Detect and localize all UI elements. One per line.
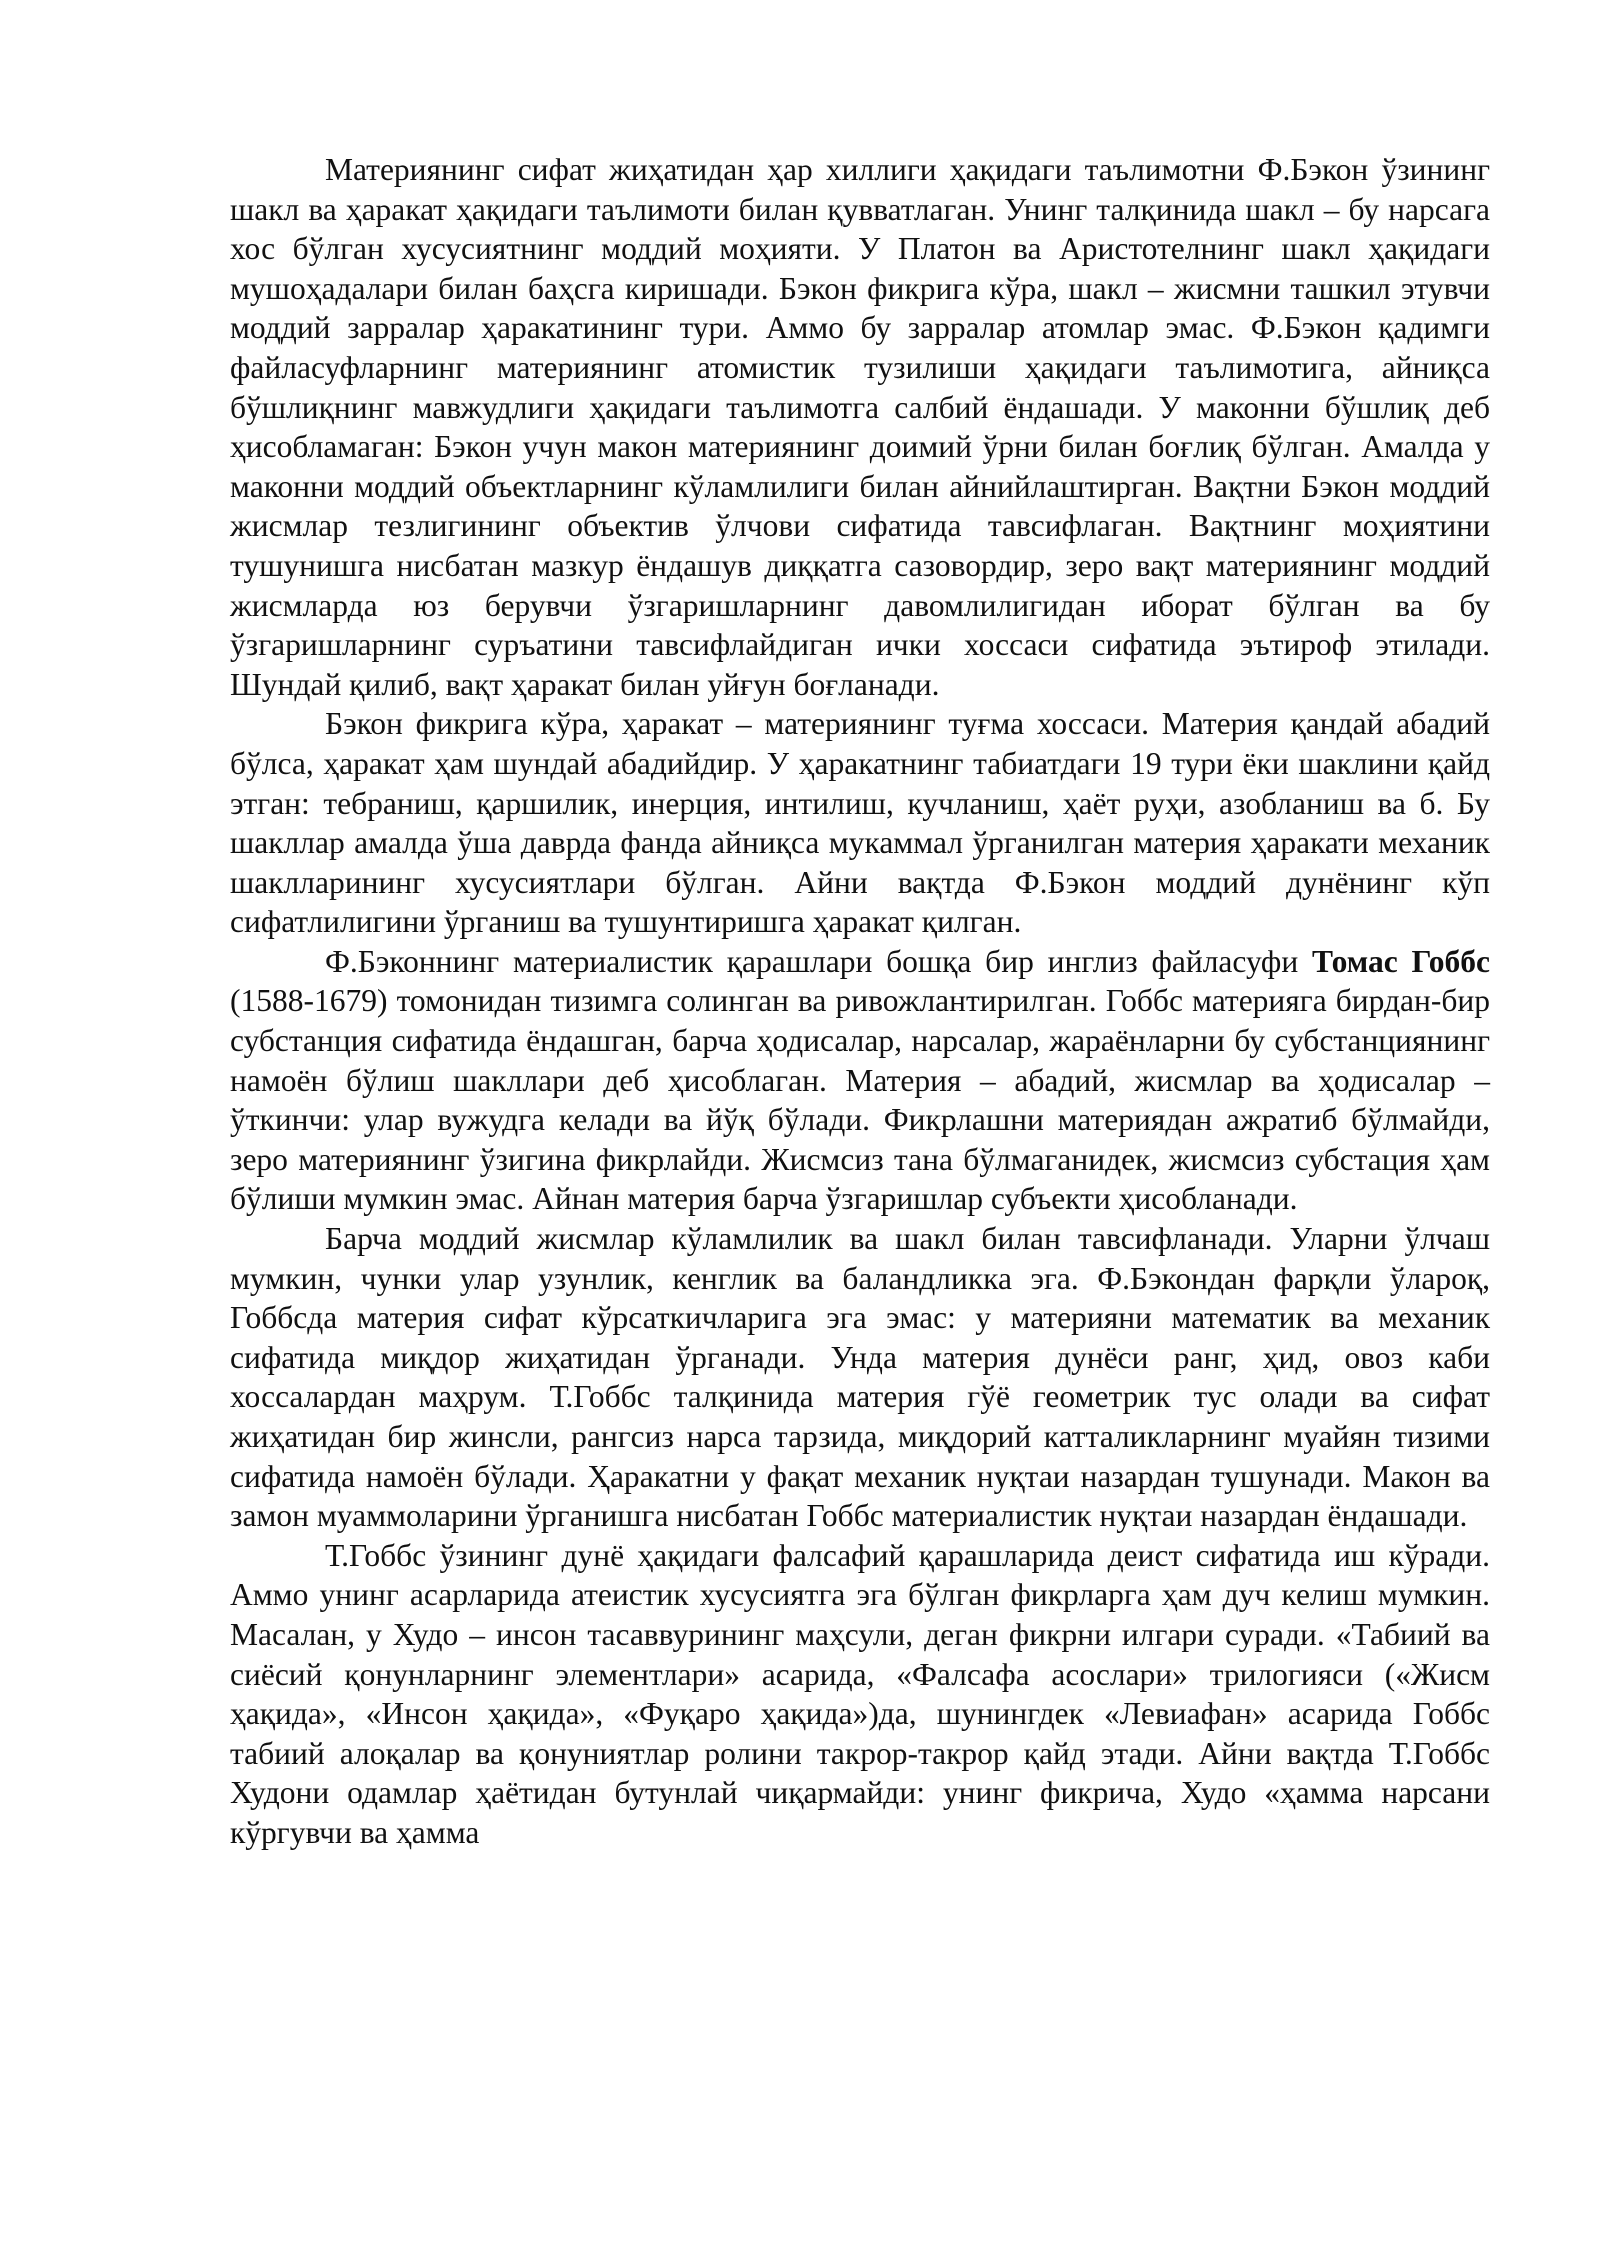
thomas-hobbes-name: Томас Гоббс — [1311, 943, 1490, 979]
paragraph-hobbes-intro — [230, 942, 1490, 1219]
paragraph-hobbes-deism: Т.Гоббс ўзининг дунё ҳақидаги фалсафий қарашларида деист сифатида иш кўради. Аммо унинг асарларида атеистик хусусиятга эга бўлган фикрларга ҳам дуч келиш мумкин. Масалан, у Худо – инсон тасаввурининг маҳсули, деган фикрни илгари суради. «Табиий ва сиёсий қонунларнинг элементлари» асарида, «Фалсафа асослари» трилогияси («Жисм ҳақида», «Инсон ҳақида», «Фуқаро ҳақида»)да, шунингдек «Левиафан» асарида Гоббс табиий алоқалар ва қонуниятлар ролини такрор-такрор қайд этади. Айни вақтда Т.Гоббс Худони одамлар ҳаётидан бутунлай чиқармайди: унинг фикрича, Худо «ҳамма нарсани кўргувчи ва ҳамма — [230, 1537, 1490, 1850]
paragraph-hobbes-matter: Барча моддий жисмлар кўламлилик ва шакл билан тавсифланади. Уларни ўлчаш мумкин, чунки улар узунлик, кенглик ва баландликка эга. Ф.Бэкондан фарқли ўлароқ, Гоббсда материя сифат кўрсаткичларига эга эмас: у материяни математик ва механик сифатида миқдор жиҳатидан ўрганади. Унда материя дунёси ранг, ҳид, овоз каби хоссалардан маҳрум. Т.Гоббс талқинида материя гўё геометрик тус олади ва сифат жиҳатидан бир жинсли, рангсиз нарса тарзида, миқдорий катталикларнинг муайян тизими сифатида намоён бўлади. Ҳаракатни у фақат механик нуқтаи назардан тушунади. Макон ва замон муаммоларини ўрганишга нисбатан Гоббс материалистик нуқтаи назардан ёндашади. — [230, 1221, 1490, 1534]
paragraph-hobbes-intro-rest: (1588-1679) томонидан тизимга солинган ва ривожлантирилган. Гоббс материяга бирдан-бир субстанция сифатида ёндашган, барча ҳодисалар, нарсалар, жараёнларни бу субстанциянинг намоён бўлиш шакллари деб ҳисоблаган. Материя – абадий, жисмлар ва ҳодисалар – ўткинчи: улар вужудга келади ва йўқ бўлади. Фикрлашни материядан ажратиб бўлмайди, зеро материянинг ўзигина фикрлайди. Жисмсиз тана бўлмаганидек, жисмсиз субстация ҳам бўлиши мумкин эмас. Айнан материя барча ўзгаришлар субъекти ҳисобланади. — [230, 983, 1490, 1217]
paragraph-hobbes-intro-start: Ф.Бэконнинг материалистик қарашлари бошқа бир инглиз файласуфи — [325, 943, 1312, 979]
paragraph-bacon-motion: Бэкон фикрига кўра, ҳаракат – материянинг туғма хоссаси. Материя қандай абадий бўлса, ҳаракат ҳам шундай абадийдир. У ҳаракатнинг табиатдаги 19 тури ёки шаклини қайд этган: тебраниш, қаршилик, инерция, интилиш, кучланиш, ҳаёт руҳи, азобланиш ва б. Бу шакллар амалда ўша даврда фанда айниқса мукаммал ўрганилган материя ҳаракати механик шаклларининг хусусиятлари бўлган. Айни вақтда Ф.Бэкон моддий дунёнинг кўп сифатлилигини ўрганиш ва тушунтиришга ҳаракат қилган. — [230, 706, 1490, 940]
paragraph-bacon-form: Материянинг сифат жиҳатидан ҳар хиллиги ҳақидаги таълимотни Ф.Бэкон ўзининг шакл ва ҳаракат ҳақидаги таълимоти билан қувватлаган. Унинг талқинида шакл – бу нарсага хос бўлган хусусиятнинг моддий моҳияти. У Платон ва Аристотелнинг шакл ҳақидаги мушоҳадалари билан баҳсга киришади. Бэкон фикрига кўра, шакл – жисмни ташкил этувчи моддий зарралар ҳаракатининг тури. Аммо бу зарралар атомлар эмас. Ф.Бэкон қадимги файласуфларнинг материянинг атомистик тузилиши ҳақидаги таълимотига, айниқса бўшлиқнинг мавжудлиги ҳақидаги таълимотга салбий ёндашади. У маконни бўшлиқ деб ҳисобламаган: Бэкон учун макон материянинг доимий ўрни билан боғлиқ бўлган. Амалда у маконни моддий объектларнинг кўламлилиги билан айнийлаштирган. Вақтни Бэкон моддий жисмлар тезлигининг объектив ўлчови сифатида тавсифлаган. Вақтнинг моҳиятини тушунишга нисбатан мазкур ёндашув диққатга сазовордир, зеро вақт материянинг моддий жисмларда юз берувчи ўзгаришларнинг давомлилигидан иборат бўлган ва бу ўзгаришларнинг суръатини тавсифлайдиган ички хоссаси сифатида эътироф этилади. Шундай қилиб, вақт ҳаракат билан уйғун боғланади. — [230, 152, 1490, 702]
document-page — [230, 150, 1490, 1853]
